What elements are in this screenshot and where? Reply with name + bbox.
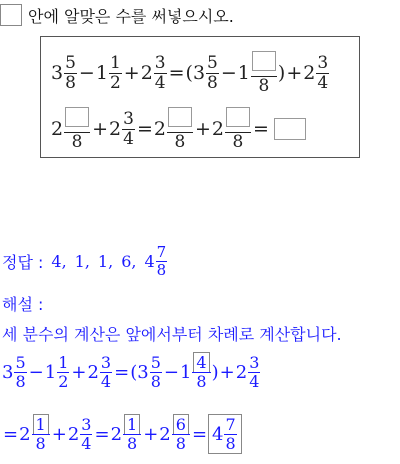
minus-sign: − — [78, 62, 95, 85]
question-text: 안에 알맞은 수를 써넣으시오. — [28, 6, 234, 26]
equals-sign: = — [94, 423, 110, 445]
whole-number: 2 — [109, 118, 122, 141]
fraction-with-blank: 8 — [251, 51, 277, 95]
answer-box-icon — [0, 4, 22, 26]
fraction: $\frac{5}{8}$ — [207, 53, 218, 93]
fraction-filled: $\frac{1}{8}$ — [123, 416, 141, 452]
fraction: $\frac{3}{4}$ — [123, 109, 134, 149]
answer-label: 정답 : — [2, 252, 44, 272]
whole-number: 2 — [51, 118, 64, 141]
blank-box-5[interactable] — [274, 118, 306, 140]
equals-sign: = — [252, 118, 269, 141]
fraction-with-blank: 8 — [225, 107, 251, 151]
fraction: $\frac{1}{2}$ — [58, 353, 69, 391]
answer-whole: 4 — [144, 251, 155, 271]
minus-sign: − — [163, 361, 179, 383]
whole-number: 2 — [19, 423, 31, 445]
solution-row-2 — [2, 414, 242, 454]
solution-row-1 — [2, 354, 261, 390]
filled-box: 1 — [33, 414, 49, 435]
plus-sign: + — [194, 118, 211, 141]
answer-value: 1, — [74, 251, 90, 271]
equals-sign: = — [3, 423, 19, 445]
solution-title: 해설 : — [2, 295, 44, 314]
whole-number: 3 — [192, 62, 206, 85]
fraction: $\frac{3}{4}$ — [317, 53, 329, 93]
equals-sign: = — [168, 62, 185, 85]
plus-sign: + — [219, 361, 235, 383]
fraction: $\frac{3}{4}$ — [100, 353, 112, 391]
fraction: $\frac{1}{2}$ — [109, 53, 121, 93]
whole-number: 4 — [212, 423, 224, 445]
whole-number: 2 — [211, 118, 224, 141]
answer-value: 6, — [121, 251, 137, 271]
whole-number: 2 — [110, 423, 123, 445]
equals-sign: = — [191, 423, 208, 445]
answer-fraction: $\frac{7}{8}$ — [156, 243, 167, 279]
problem-row-2 — [51, 107, 306, 151]
answer-value: 4, — [51, 251, 67, 271]
whole-number: 1 — [95, 62, 108, 85]
blank-box-4[interactable] — [226, 107, 250, 127]
plus-sign: + — [71, 361, 87, 383]
fraction-filled: $\frac{6}{8}$ — [172, 416, 190, 452]
fraction: $\frac{5}{8}$ — [150, 353, 161, 391]
answer-line — [2, 244, 168, 278]
equals-sign: = — [136, 118, 153, 141]
answer-value: 1, — [97, 251, 114, 271]
fraction-filled: $\frac{1}{8}$ — [32, 416, 50, 452]
fraction: $\frac{5}{8}$ — [65, 53, 76, 93]
fraction-filled: $\frac{4}{8}$ — [192, 354, 210, 390]
filled-box: 6 — [173, 414, 189, 435]
filled-box: 1 — [124, 414, 140, 435]
fraction: $\frac{3}{4}$ — [81, 415, 92, 453]
whole-number: 2 — [235, 361, 248, 383]
fraction: $\frac{3}{4}$ — [249, 353, 260, 391]
minus-sign: − — [220, 62, 237, 85]
whole-number: 2 — [67, 423, 80, 445]
plus-sign: + — [123, 62, 140, 85]
fraction: $\frac{7}{8}$ — [225, 415, 236, 453]
close-paren: ) — [277, 62, 286, 85]
open-paren: ( — [130, 361, 138, 383]
plus-sign: + — [92, 118, 109, 141]
whole-number: 3 — [51, 62, 64, 85]
final-answer-box — [208, 414, 242, 454]
whole-number: 2 — [303, 62, 316, 85]
blank-box-3[interactable] — [168, 107, 192, 127]
minus-sign: − — [28, 361, 44, 383]
plus-sign: + — [143, 423, 159, 445]
open-paren: ( — [185, 62, 193, 85]
whole-number: 2 — [140, 62, 153, 85]
fraction: $\frac{5}{8}$ — [15, 353, 26, 391]
whole-number: 2 — [87, 361, 99, 383]
whole-number: 2 — [153, 118, 166, 141]
solution-text: 세 분수의 계산은 앞에서부터 차례로 계산합니다. — [2, 325, 342, 344]
plus-sign: + — [286, 62, 303, 85]
whole-number: 2 — [159, 423, 171, 445]
blank-box-2[interactable] — [65, 107, 89, 127]
whole-number: 3 — [2, 361, 14, 383]
filled-box: 4 — [193, 352, 209, 373]
question-line — [0, 2, 234, 28]
whole-number: 3 — [137, 361, 149, 383]
close-paren: ) — [211, 361, 219, 383]
whole-number: 1 — [237, 62, 250, 85]
whole-number: 1 — [179, 361, 192, 383]
equals-sign: = — [114, 361, 130, 383]
problem-box — [40, 36, 360, 158]
blank-box-1[interactable] — [252, 51, 276, 71]
fraction-with-blank: 8 — [64, 107, 90, 151]
fraction: $\frac{3}{4}$ — [154, 53, 166, 93]
fraction-with-blank: 8 — [167, 107, 193, 151]
plus-sign: + — [51, 423, 67, 445]
whole-number: 1 — [44, 361, 57, 383]
problem-row-1 — [51, 51, 330, 95]
